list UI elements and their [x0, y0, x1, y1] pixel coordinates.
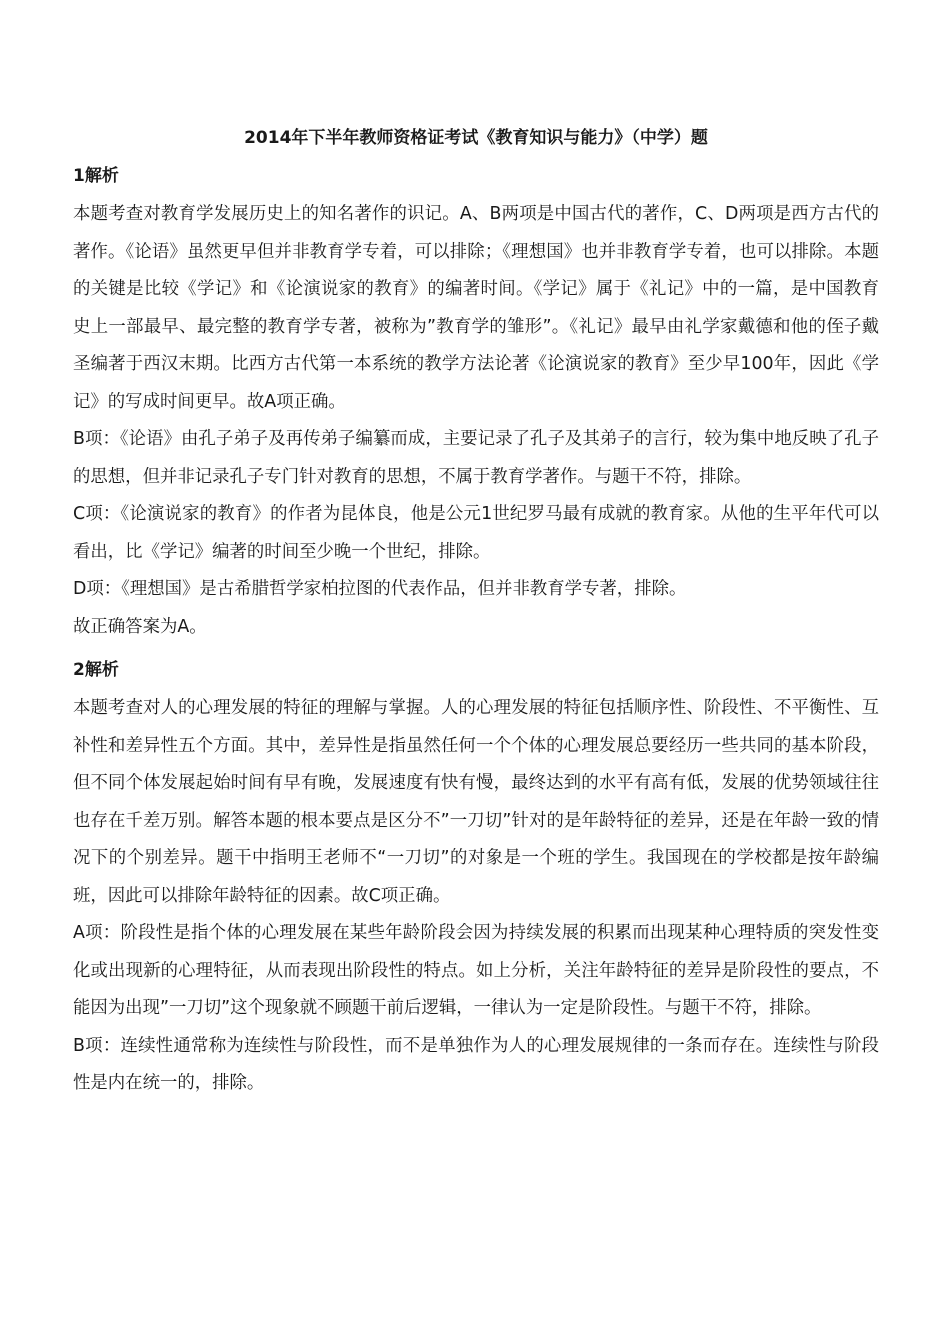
document-title: 2014年下半年教师资格证考试《教育知识与能力》（中学）题 — [244, 128, 708, 148]
section-heading: 2解析 — [73, 660, 119, 680]
paragraph: 故正确答案为A。 — [73, 616, 207, 637]
section-heading: 1解析 — [73, 166, 119, 186]
paragraph: 本题考查对人的心理发展的特征的理解与掌握。人的心理发展的特征包括顺序性、阶段性、不平衡性、互补性和差异性五个方面。其中，差异性是指虽然任何一个个体的心理发展总要经历一些共同的基本阶段，但不同个体发展起始时间有早有晚，发展速度有快有慢，最终达到的水平有高有低，发展的优势领域往往也存在千差万别。解答本题的根本要点是区分不”一刀切”针对的是年龄特征的差异，还是在年龄一致的情况下的个别差异。题干中指明王老师不“一刀切”的对象是一个班的学生。我国现在的学校都是按年龄编班，因此可以排除年龄特征的因素。故C项正确。 — [73, 698, 879, 906]
paragraph: C项：《论演说家的教育》的作者为昆体良，他是公元1世纪罗马最有成就的教育家。从他的生平年代可以看出，比《学记》编著的时间至少晚一个世纪，排除。 — [73, 504, 879, 562]
paragraph: B项：连续性通常称为连续性与阶段性，而不是单独作为人的心理发展规律的一条而存在。连续性与阶段性是内在统一的，排除。 — [73, 1035, 879, 1093]
section-2 — [73, 656, 879, 1103]
paragraph: D项：《理想国》是古希腊哲学家柏拉图的代表作品，但并非教育学专著，排除。 — [73, 579, 687, 599]
paragraph: 本题考查对教育学发展历史上的知名著作的识记。A、B两项是中国古代的著作，C、D两项是西方古代的著作。《论语》虽然更早但并非教育学专着，可以排除；《理想国》也并非教育学专着，也可以排除。本题的关键是比较《学记》和《论演说家的教育》的编著时间。《学记》属于《礼记》中的一篇，是中国教育史上一部最早、最完整的教育学专著，被称为”教育学的雏形”。《礼记》最早由礼学家戴德和他的侄子戴圣编著于西汉末期。比西方古代第一本系统的教学方法论著《论演说家的教育》至少早100年，因此《学记》的写成时间更早。故A项正确。 — [73, 204, 879, 412]
section-1 — [73, 162, 879, 646]
document-page — [73, 124, 879, 1103]
paragraph: A项：阶段性是指个体的心理发展在某些年龄阶段会因为持续发展的积累而出现某种心理特质的突发性变化或出现新的心理特征，从而表现出阶段性的特点。如上分析，关注年龄特征的差异是阶段性的要点，不能因为出现”一刀切”这个现象就不顾题干前后逻辑，一律认为一定是阶段性。与题干不符，排除。 — [73, 923, 879, 1018]
paragraph: B项：《论语》由孔子弟子及再传弟子编纂而成，主要记录了孔子及其弟子的言行，较为集中地反映了孔子的思想，但并非记录孔子专门针对教育的思想，不属于教育学著作。与题干不符，排除。 — [73, 429, 879, 487]
